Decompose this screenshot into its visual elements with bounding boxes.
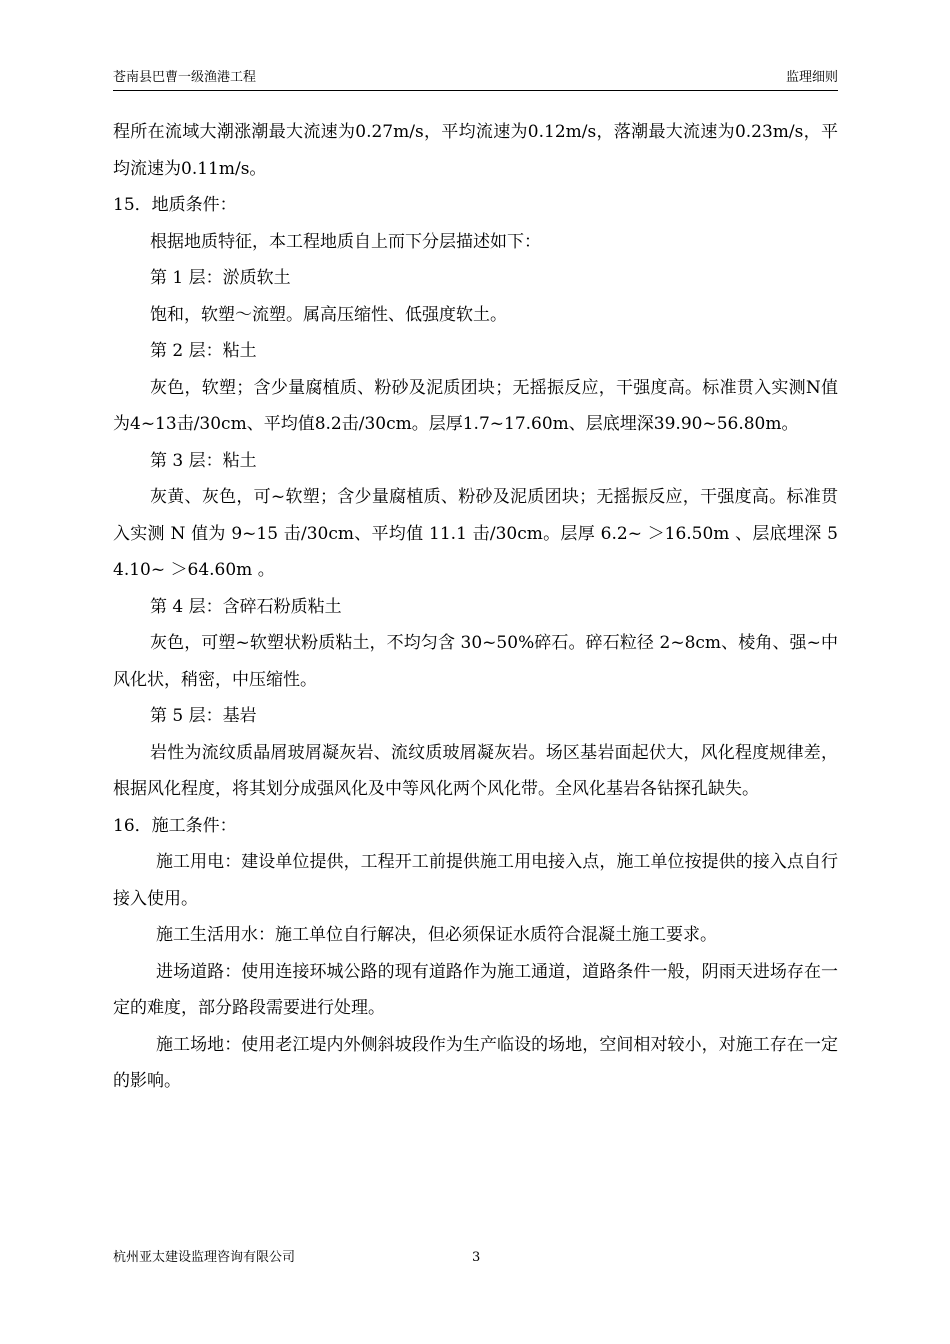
header-project-title: 苍南县巴曹一级渔港工程 (113, 70, 257, 85)
layer-3-description: 灰黄、灰色，可~软塑；含少量腐植质、粉砂及泥质团块；无摇振反应，干强度高。标准贯入实测 N 值为 9~15 击/30cm、平均值 11.1 击/30cm。层厚 6.2~ ＞16.50m 、层底埋深 54.10~ ＞64.60m 。 (113, 487, 838, 580)
layer-5-description: 岩性为流纹质晶屑玻屑凝灰岩、流纹质玻屑凝灰岩。场区基岩面起伏大，风化程度规律差，根据风化程度，将其划分成强风化及中等风化两个风化带。全风化基岩各钻探孔缺失。 (113, 742, 838, 799)
section-15-heading: 15．地质条件： (113, 195, 237, 215)
flow-speed-paragraph: 程所在流域大潮涨潮最大流速为0.27m/s，平均流速为0.12m/s，落潮最大流速为0.23m/s，平均流速为0.11m/s。 (113, 122, 838, 179)
geology-intro: 根据地质特征，本工程地质自上而下分层描述如下： (150, 231, 541, 252)
layer-2-description: 灰色，软塑；含少量腐植质、粉砂及泥质团块；无摇振反应，干强度高。标准贯入实测N值为4~13击/30cm、平均值8.2击/30cm。层厚1.7~17.60m、层底埋深39.90~56.80m。 (113, 377, 838, 434)
layer-4-description: 灰色，可塑~软塑状粉质粘土，不均匀含 30~50%碎石。碎石粒径 2~8cm、棱角、强~中风化状，稍密，中压缩性。 (113, 633, 838, 690)
layer-3-title: 第 3 层：粘土 (150, 450, 257, 471)
footer-company-name: 杭州亚太建设监理咨询有限公司 (113, 1250, 296, 1265)
access-road-paragraph: 进场道路：使用连接环城公路的现有道路作为施工通道，道路条件一般，阴雨天进场存在一定的难度，部分路段需要进行处理。 (113, 961, 838, 1018)
page-header (113, 70, 838, 91)
page-number: 3 (472, 1250, 481, 1265)
construction-power-paragraph: 施工用电：建设单位提供，工程开工前提供施工用电接入点，施工单位按提供的接入点自行接入使用。 (113, 852, 838, 909)
layer-1-title: 第 1 层：淤质软土 (150, 268, 291, 288)
section-16-heading: 16．施工条件： (113, 815, 237, 836)
page-body (113, 114, 838, 1100)
construction-site-paragraph: 施工场地：使用老江堤内外侧斜坡段作为生产临设的场地，空间相对较小，对施工存在一定的影响。 (113, 1034, 838, 1091)
layer-1-description: 饱和，软塑～流塑。属高压缩性、低强度软土。 (150, 304, 507, 325)
layer-2-title: 第 2 层：粘土 (150, 341, 257, 361)
construction-water-paragraph: 施工生活用水：施工单位自行解决，但必须保证水质符合混凝土施工要求。 (156, 925, 717, 945)
header-document-type: 监理细则 (785, 70, 838, 85)
layer-5-title: 第 5 层：基岩 (150, 706, 257, 726)
layer-4-title: 第 4 层：含碎石粉质粘土 (150, 596, 342, 617)
